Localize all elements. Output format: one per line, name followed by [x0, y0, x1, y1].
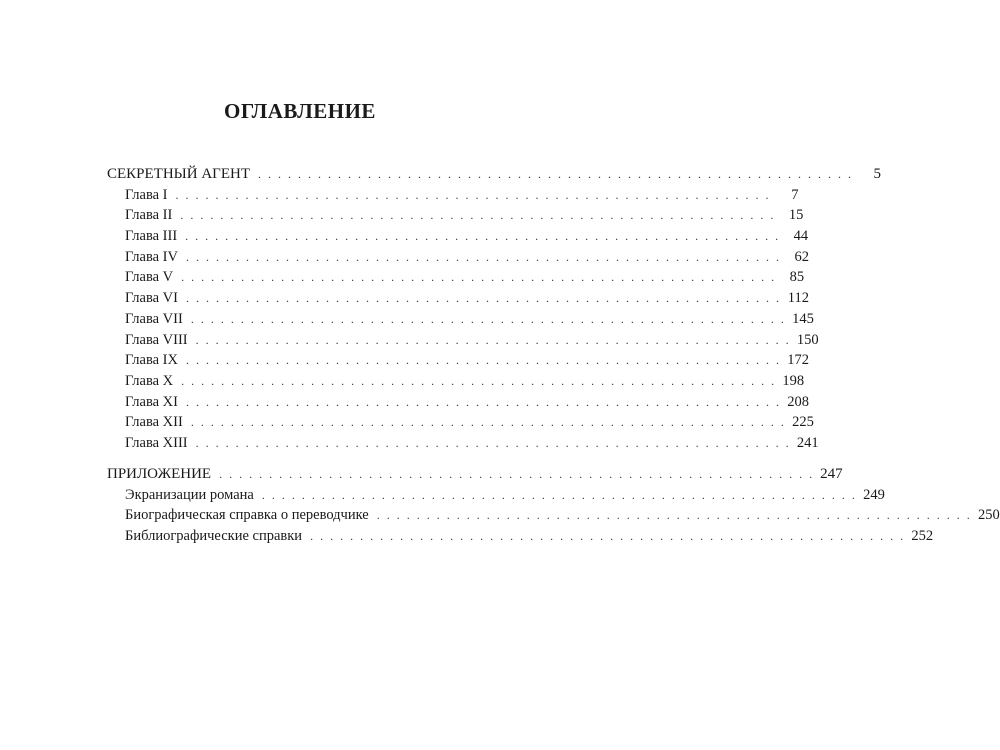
toc-section-row[interactable] — [107, 466, 843, 487]
toc-chapter-label: Глава I — [125, 186, 168, 203]
toc-main-section — [107, 166, 881, 456]
toc-chapter-row[interactable] — [107, 186, 799, 208]
dot-leader: . . . . . . . . . . . . . . . . . . . . . . . . . . . . . . . . . . . . . . . . . . . . . . . . . . . . . . . . . . . . — [185, 249, 781, 264]
toc-chapter-label: Глава VI — [125, 290, 178, 307]
toc-item-row[interactable] — [107, 507, 1000, 528]
toc-chapter-label: Глава III — [125, 228, 178, 245]
dot-leader: . . . . . . . . . . . . . . . . . . . . . . . . . . . . . . . . . . . . . . . . . . . . . . . . . . . . . . . . . . . . — [175, 187, 771, 202]
toc-page-number: 249 — [863, 486, 885, 503]
toc-page-number: 198 — [782, 372, 805, 389]
dot-leader: . . . . . . . . . . . . . . . . . . . . . . . . . . . . . . . . . . . . . . . . . . . . . . . . . . . . . . . . . . . . — [181, 270, 777, 285]
toc-item-label: Экранизации романа — [125, 486, 254, 503]
page-title: ОГЛАВЛЕНИЕ — [224, 99, 376, 123]
toc-chapter-row[interactable] — [107, 228, 809, 249]
dot-leader: . . . . . . . . . . . . . . . . . . . . . . . . . . . . . . . . . . . . . . . . . . . . . . . . . . . . . . . . . . . . — [185, 353, 781, 368]
dot-leader: . . . . . . . . . . . . . . . . . . . . . . . . . . . . . . . . . . . . . . . . . . . . . . . . . . . . . . . . . . . . — [181, 373, 777, 388]
toc-chapter-row[interactable] — [107, 310, 814, 332]
toc-chapter-row[interactable] — [107, 352, 809, 373]
dot-leader: . . . . . . . . . . . . . . . . . . . . . . . . . . . . . . . . . . . . . . . . . . . . . . . . . . . . . . . . . . . . — [180, 208, 776, 223]
toc-page-number: 85 — [789, 269, 805, 286]
toc-chapter-label: Глава IV — [125, 248, 178, 265]
toc-chapter-label: Глава VII — [125, 310, 183, 327]
toc-chapter-label: Глава XIII — [125, 434, 188, 451]
toc-page-number: 44 — [793, 228, 809, 245]
dot-leader: . . . . . . . . . . . . . . . . . . . . . . . . . . . . . . . . . . . . . . . . . . . . . . . . . . . . . . . . . . . . — [185, 291, 781, 306]
toc-page-number: 241 — [796, 434, 819, 451]
toc-chapter-label: Глава II — [125, 207, 173, 224]
dot-leader: . . . . . . . . . . . . . . . . . . . . . . . . . . . . . . . . . . . . . . . . . . . . . . . . . . . . . . . . . . . . — [185, 229, 781, 244]
dot-leader: . . . . . . . . . . . . . . . . . . . . . . . . . . . . . . . . . . . . . . . . . . . . . . . . . . . . . . . . . . . . — [258, 167, 853, 181]
toc-item-label: Биографическая справка о переводчике — [125, 507, 369, 524]
dot-leader: . . . . . . . . . . . . . . . . . . . . . . . . . . . . . . . . . . . . . . . . . . . . . . . . . . . . . . . . . . . . — [195, 332, 791, 347]
toc-chapter-row[interactable] — [107, 207, 804, 228]
dot-leader: . . . . . . . . . . . . . . . . . . . . . . . . . . . . . . . . . . . . . . . . . . . . . . . . . . . . . . . . . . . . — [185, 394, 781, 409]
toc-page-number: 62 — [794, 248, 809, 265]
toc-page-number: 145 — [792, 310, 814, 327]
toc-chapter-row[interactable] — [107, 248, 809, 270]
toc-page-number: 150 — [796, 331, 819, 348]
toc-chapter-label: Глава XII — [125, 414, 183, 431]
toc-chapter-row[interactable] — [107, 414, 814, 435]
dot-leader: . . . . . . . . . . . . . . . . . . . . . . . . . . . . . . . . . . . . . . . . . . . . . . . . . . . . . . . . . . . . — [195, 435, 791, 450]
toc-chapter-row[interactable] — [107, 372, 805, 394]
toc-chapter-label: Глава V — [125, 269, 174, 286]
toc-section-label: ПРИЛОЖЕНИЕ — [107, 466, 212, 482]
toc-chapter-label: Глава IX — [125, 352, 178, 369]
toc-chapter-label: Глава X — [125, 372, 174, 389]
dot-leader: . . . . . . . . . . . . . . . . . . . . . . . . . . . . . . . . . . . . . . . . . . . . . . . . . . . . . . . . . . . . — [376, 508, 972, 523]
toc-section-label: СЕКРЕТНЫЙ АГЕНТ — [107, 166, 250, 182]
toc-page-number: 172 — [787, 352, 809, 369]
toc-page-number: 112 — [787, 290, 809, 307]
dot-leader: . . . . . . . . . . . . . . . . . . . . . . . . . . . . . . . . . . . . . . . . . . . . . . . . . . . . . . . . . . . . — [190, 311, 786, 326]
toc-chapter-row[interactable] — [107, 331, 819, 353]
dot-leader: . . . . . . . . . . . . . . . . . . . . . . . . . . . . . . . . . . . . . . . . . . . . . . . . . . . . . . . . . . . . — [261, 487, 857, 502]
toc-chapter-row[interactable] — [107, 269, 805, 290]
toc-page-number: 252 — [911, 528, 934, 545]
toc-appendix-section — [107, 466, 1000, 549]
toc-page-number: 5 — [873, 166, 881, 182]
toc-page-number: 250 — [977, 507, 1000, 524]
toc-chapter-label: Глава XI — [125, 393, 178, 410]
dot-leader: . . . . . . . . . . . . . . . . . . . . . . . . . . . . . . . . . . . . . . . . . . . . . . . . . . . . . . . . . . . . — [190, 415, 786, 430]
toc-item-label: Библиографические справки — [125, 528, 303, 545]
toc-chapter-row[interactable] — [107, 290, 809, 311]
toc-chapter-row[interactable] — [107, 393, 809, 415]
toc-page-number: 15 — [788, 207, 804, 224]
dot-leader: . . . . . . . . . . . . . . . . . . . . . . . . . . . . . . . . . . . . . . . . . . . . . . . . . . . . . . . . . . . . — [310, 529, 906, 544]
toc-page-number: 7 — [791, 186, 799, 203]
toc-chapter-label: Глава VIII — [125, 331, 188, 348]
toc-page-number: 225 — [792, 414, 814, 431]
toc-page-number: 247 — [820, 466, 843, 482]
toc-section-row[interactable] — [107, 166, 881, 187]
toc-chapter-row[interactable] — [107, 434, 819, 456]
toc-page-number: 208 — [787, 393, 809, 410]
toc-item-row[interactable] — [107, 528, 934, 549]
dot-leader: . . . . . . . . . . . . . . . . . . . . . . . . . . . . . . . . . . . . . . . . . . . . . . . . . . . . . . . . . . . . — [219, 467, 815, 481]
toc-item-row[interactable] — [107, 486, 885, 508]
